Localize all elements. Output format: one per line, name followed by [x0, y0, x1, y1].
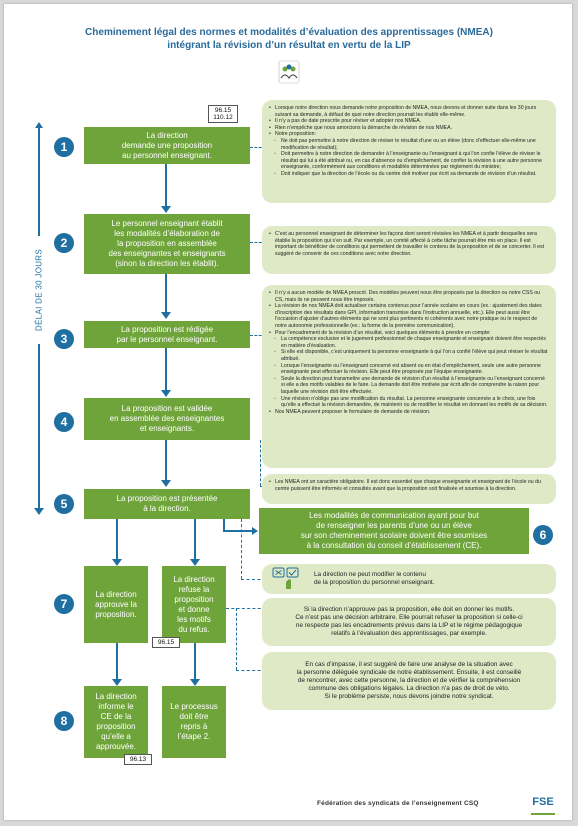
step-2-box: Le personnel enseignant établit les modalités d’élaboration de la proposition en assemblée des enseignantes et enseignants (sinon la direction les établit).	[84, 214, 250, 274]
note-7: En cas d’impasse, il est suggéré de faire une analyse de la situation avec la personne déléguée syndicale de notre établissement. Ensuite, il est conseillé de rencontrer, avec cette personne, la direction et de vérifier la compréhension commune des obligations légales. La direction n’a pas de droit de véto. Si le problème persiste, nous devons joindre notre syndicat.	[262, 652, 556, 710]
note-item: • Il n’y a pas de date prescrite pour réviser et adopter nos NMEA.	[269, 118, 549, 125]
note-item: ◦ Doit permettre à notre direction de demander à l’enseignante ou l’enseignant à qui l’on confie l’élève de réviser le résultat qui lui a été attribué ou, en cas d’absence ou d’empêchement, de confier la révision à une autre personne enseignante, conformément aux conditions et modalités déterminées par règlement du ministre;	[269, 151, 549, 171]
note-item: • Pour l’encadrement de la révision d’un résultat, voici quelques éléments à prendre en compte:	[269, 330, 549, 337]
step-number-3: 3	[54, 329, 74, 349]
step-number-4: 4	[54, 412, 74, 432]
note-1-list	[269, 105, 549, 178]
arrow-1-2	[161, 206, 171, 213]
timeline-label: DÉLAI DE 30 JOURS	[34, 248, 44, 332]
arrow-5-7a	[112, 559, 122, 566]
arrow-5-7b	[190, 559, 200, 566]
note-item: • C’est au personnel enseignant de déterminer les façons dont seront révisées les NMEA et à partir desquelles sera établie la proposition qui s’en suit. Par exemple, un comité affecté à cette tâche pourrait être mis en place. Il est important de bénéficier de conditions qui permettent de travailler le contenu de la proposition et de se concerter. Il est suggéré de convenir de ces conditions avec notre direction.	[269, 231, 549, 257]
connector-2-3	[165, 274, 167, 314]
connector-4-5	[165, 440, 167, 482]
timeline-arrow-down	[34, 508, 44, 515]
legal-ref-96-15-110-12: 96.15 110.12	[208, 105, 238, 123]
connector-7-8a	[116, 643, 118, 681]
people-group-icon	[278, 60, 300, 84]
arrow-2-3	[161, 312, 171, 319]
note-item: • Il n’y a aucun modèle de NMEA proscrit. Des modèles peuvent nous être proposés par la direction ou notre CSS ou CS, mais ils ne peuvent nous être imposés.	[269, 290, 549, 303]
arrow-5-6	[252, 527, 258, 535]
note-3-list	[269, 290, 549, 415]
step-number-2: 2	[54, 233, 74, 253]
connector-5-7b	[194, 519, 196, 561]
step-7-approve-box: La direction approuve la proposition.	[84, 566, 148, 643]
connector-5-6-right	[223, 530, 253, 532]
step-7-refuse-box: La direction refuse la proposition et donne les motifs du refus.	[162, 566, 226, 643]
note-item: • Les NMEA ont un caractère obligatoire. Il est donc essentiel que chaque enseignante et enseignant de l’école ou du centre puissent être informés et consultés avant que la proposition soit finalisée et soumise à la direction.	[269, 479, 549, 492]
note-item: ◦ Une révision n’oblige pas une modification du résultat. La personne enseignante concernée a le choix, une fois qu’elle a effectué la révision demandée, de maintenir ou de modifier le résultat en donnant les motifs de sa décision.	[269, 396, 549, 409]
infographic-page	[4, 4, 572, 820]
dash-7-note-6	[226, 608, 266, 609]
step-number-1: 1	[54, 137, 74, 157]
arrow-7-8b	[190, 679, 200, 686]
note-item: ◦ Ne doit pas permettre à notre direction de réviser le résultat d’une ou un élève (donc d’effectuer elle-même une modification de résultat);	[269, 138, 549, 151]
note-6: Si la direction n’approuve pas la proposition, elle doit en donner les motifs. Ce n’est pas une décision arbitraire. Elle pourrait refuser la proposition si celle-ci ne respecte pas les encadrements prévus dans la LIP et le régime pédagogique relatifs à l’évaluation des apprentissages, par exemple.	[262, 598, 556, 646]
note-item: • Rien n’empêche que nous amorcions la démarche de révision de nos NMEA.	[269, 125, 549, 132]
note-5: La direction ne peut modifier le contenu de la proposition du personnel enseignant.	[262, 564, 556, 594]
note-item: ◦ Doit indiquer que la direction de l’école ou du centre doit motiver par écrit sa demande de révision d’un résultat.	[269, 171, 549, 178]
step-number-6: 6	[533, 525, 553, 545]
step-5-box: La proposition est présentée à la direction.	[84, 489, 250, 519]
step-1-box: La direction demande une proposition au personnel enseignant.	[84, 127, 250, 164]
legal-ref-96-15: 96.15	[152, 637, 180, 648]
dash-7-vertical	[236, 608, 237, 670]
footer-organization: Fédération des syndicats de l’enseignement CSQ	[317, 800, 479, 807]
dash-5-vertical	[241, 519, 242, 579]
note-4	[262, 474, 556, 504]
step-number-8: 8	[54, 711, 74, 731]
connector-5-7a	[116, 519, 118, 561]
step-3-box: La proposition est rédigée par le personnel enseignant.	[84, 321, 250, 348]
note-item: • Notre proposition:	[269, 131, 549, 138]
step-4-box: La proposition est validée en assemblée des enseignantes et enseignants.	[84, 398, 250, 440]
step-number-5: 5	[54, 494, 74, 514]
note-2-list	[269, 231, 549, 257]
connector-3-4	[165, 348, 167, 392]
timeline-line-bottom	[38, 344, 40, 509]
step-8-inform-box: La direction informe le CE de la proposition qu’elle a approuvée.	[84, 686, 148, 758]
note-item: • La révision de nos NMEA doit actualiser certains contenus pour l’année scolaire en cours (ex.: ajustement des dates d’inscription des résultats dans GPI, information transmise dans l’instruction annuelle, etc.). Elle peut aussi être l’occasion d’ajuster d’autres éléments qui ne sont plus pertinents ni cohérents avec notre pratique ou le respect de notre autonomie professionnelle (ex.: la forme de la première communication).	[269, 303, 549, 329]
note-1	[262, 100, 556, 203]
arrow-4-5	[161, 480, 171, 487]
page-title: Cheminement légal des normes et modalités d’évaluation des apprentissages (NMEA) intégrant la révision d’un résultat en vertu de la LIP	[85, 27, 493, 51]
arrow-7-8a	[112, 679, 122, 686]
step-number-7: 7	[54, 594, 74, 614]
connector-1-2	[165, 164, 167, 208]
note-item: • Lorsque notre direction nous demande notre proposition de NMEA, nous devons et donner suite dans les 30 jours suivant sa demande, à défaut de quoi notre direction pourrait les établir elle-même.	[269, 105, 549, 118]
step-6-box: Les modalités de communication ayant pour but de renseigner les parents d’une ou un élève sur son cheminement scolaire doivent être soumises à la consultation du conseil d’établissement (CE).	[259, 508, 529, 554]
connector-7-8b	[194, 643, 196, 681]
dash-4-vertical	[260, 440, 261, 486]
note-2	[262, 226, 556, 274]
legal-ref-96-13: 96.13	[124, 754, 152, 765]
timeline-line-top	[38, 128, 40, 236]
note-3	[262, 285, 556, 468]
edit-forbidden-icon	[272, 567, 302, 591]
arrow-3-4	[161, 390, 171, 397]
note-item: ◦ La compétence exclusive et le jugement professionnel de chaque enseignante et enseignant doivent être respectés en matière d’évaluation.	[269, 336, 549, 349]
step-8-restart-box: Le processus doit être repris à l’étape 2.	[162, 686, 226, 758]
note-item: ◦ Si elle est disponible, c’est uniquement la personne enseignante à qui l’on a confié l’élève qui peut réviser le résultat attribué.	[269, 349, 549, 362]
fse-logo: FSE	[531, 791, 555, 813]
note-item: ◦ Lorsque l’enseignante ou l’enseignant concerné est absent ou en état d’empêchement, seule une autre personne enseignante peut effectuer la révision. Elle peut être proposée par l’équipe enseignante.	[269, 363, 549, 376]
note-item: ◦ Seule la direction peut transmettre une demande de révision d’un résultat à l’enseignante ou l’enseignant concerné si elle a des motifs valables de le faire. La demande doit être motivée par écrit afin de comprendre la raison pour laquelle une révision doit être effectuée.	[269, 376, 549, 396]
note-item: • Nos NMEA peuvent proposer le formulaire de demande de révision.	[269, 409, 549, 416]
note-4-list	[269, 479, 549, 492]
